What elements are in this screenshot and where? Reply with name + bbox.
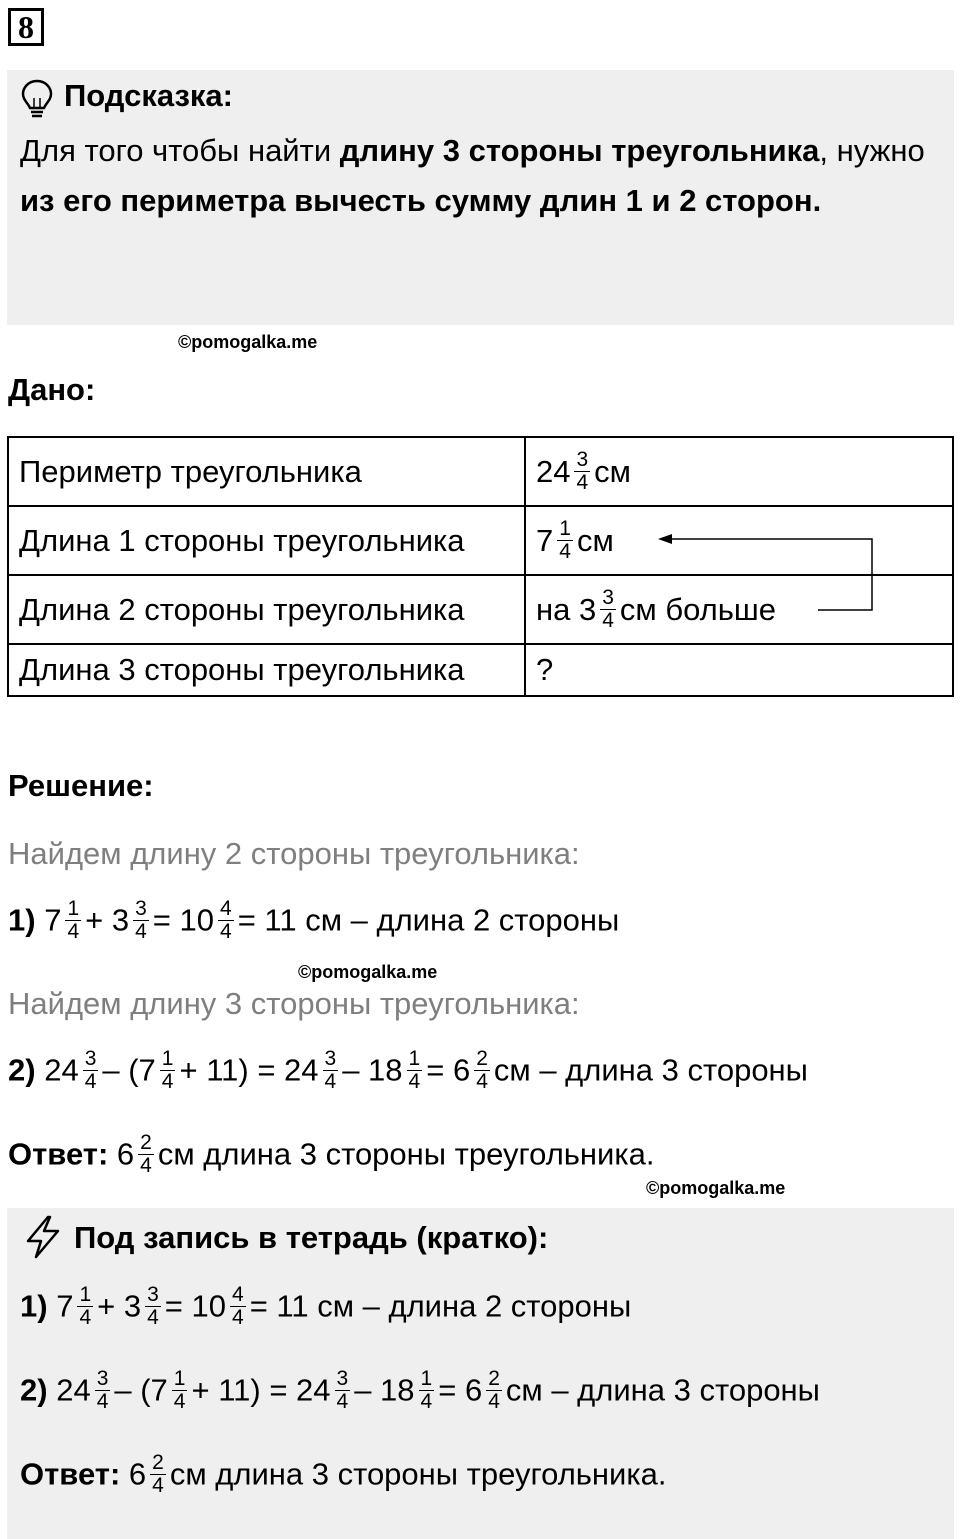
answer-line: Ответ: 6 $\frac{2}{4}$ см длина 3 стороны треугольника. bbox=[8, 1131, 655, 1177]
watermark: ©pomogalka.me bbox=[178, 332, 318, 352]
notebook-title: Под запись в тетрадь (кратко): bbox=[74, 1220, 549, 1255]
given-title: Дано: bbox=[8, 372, 96, 407]
hint-text: Для того чтобы найти длину 3 стороны треугольника, нужно из его периметра вычесть сумму длин 1 и 2 сторон. bbox=[20, 133, 925, 218]
task-number: 8 bbox=[8, 8, 44, 46]
step1-line: 1) 7 $\frac{1}{4}$ + 3 $\frac{3}{4}$ = 10 $\frac{4}{4}$ = 11 см – длина 2 стороны bbox=[8, 897, 620, 943]
row-value: 7 $\frac{1}{4}$ см bbox=[525, 506, 953, 575]
note-answer-line: Ответ: 6 $\frac{2}{4}$ см длина 3 стороны треугольника. bbox=[20, 1451, 667, 1497]
row-value: ? bbox=[525, 644, 953, 696]
lightning-icon bbox=[22, 1214, 64, 1260]
arrow-icon bbox=[650, 525, 880, 620]
hint-title: Подсказка: bbox=[64, 78, 233, 113]
table-row bbox=[8, 437, 953, 506]
row-label: Периметр треугольника bbox=[8, 437, 525, 506]
row-value: на 3 $\frac{3}{4}$ см больше bbox=[525, 575, 953, 644]
row-value: 24 $\frac{3}{4}$ см bbox=[525, 437, 953, 506]
solution-title: Решение: bbox=[8, 768, 154, 803]
table-row bbox=[8, 644, 953, 696]
watermark: ©pomogalka.me bbox=[298, 962, 438, 982]
step2-caption: Найдем длину 3 стороны треугольника: bbox=[8, 986, 580, 1021]
row-label: Длина 3 стороны треугольника bbox=[8, 644, 525, 696]
lightbulb-icon bbox=[20, 78, 54, 120]
note-step1-line: 1) 7 $\frac{1}{4}$ + 3 $\frac{3}{4}$ = 10 $\frac{4}{4}$ = 11 см – длина 2 стороны bbox=[20, 1283, 632, 1329]
step1-caption: Найдем длину 2 стороны треугольника: bbox=[8, 836, 580, 871]
row-label: Длина 2 стороны треугольника bbox=[8, 575, 525, 644]
watermark: ©pomogalka.me bbox=[646, 1178, 786, 1198]
note-step2-line: 2) 24 $\frac{3}{4}$ – (7 $\frac{1}{4}$ + 11) = 24 $\frac{3}{4}$ – 18 $\frac{1}{4}$ = 6 $\frac{2}{4}$ см – длина 3 стороны bbox=[20, 1367, 820, 1413]
step2-line: 2) 24 $\frac{3}{4}$ – (7 $\frac{1}{4}$ + 11) = 24 $\frac{3}{4}$ – 18 $\frac{1}{4}$ = 6 $\frac{2}{4}$ см – длина 3 стороны bbox=[8, 1047, 808, 1093]
row-label: Длина 1 стороны треугольника bbox=[8, 506, 525, 575]
